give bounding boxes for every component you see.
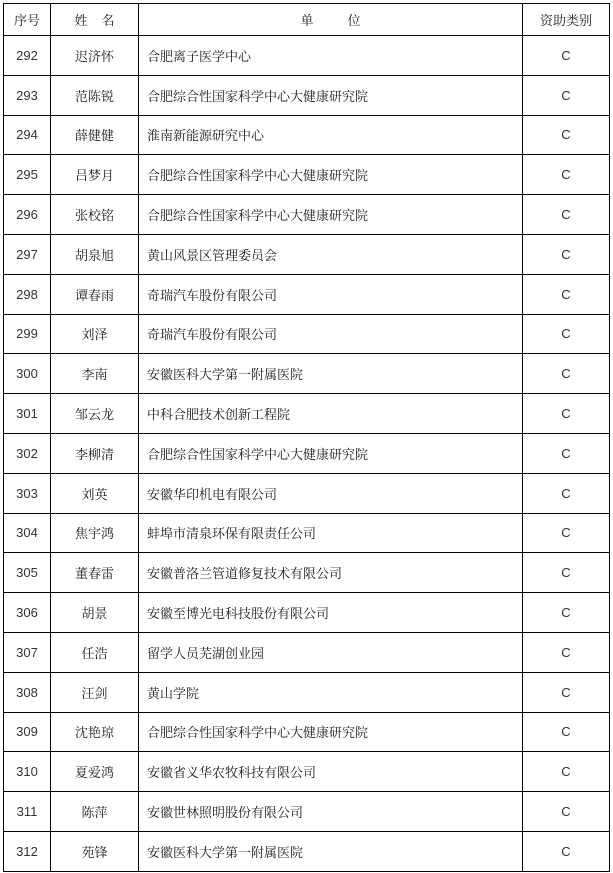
funding-category-cell: C bbox=[523, 115, 610, 155]
funding-category-cell: C bbox=[523, 354, 610, 394]
serial-number-cell: 293 bbox=[4, 75, 51, 115]
table-row bbox=[4, 752, 610, 792]
serial-number-cell: 311 bbox=[4, 792, 51, 832]
serial-number-cell: 307 bbox=[4, 632, 51, 672]
funding-category-cell: C bbox=[523, 36, 610, 76]
organization-cell: 合肥综合性国家科学中心大健康研究院 bbox=[139, 155, 523, 195]
organization-cell: 安徽世林照明股份有限公司 bbox=[139, 792, 523, 832]
funding-category-cell: C bbox=[523, 632, 610, 672]
name-cell: 陈萍 bbox=[51, 792, 139, 832]
name-cell: 邹云龙 bbox=[51, 394, 139, 434]
serial-number-cell: 306 bbox=[4, 593, 51, 633]
serial-number-cell: 299 bbox=[4, 314, 51, 354]
name-cell: 吕梦月 bbox=[51, 155, 139, 195]
name-cell: 汪剑 bbox=[51, 672, 139, 712]
funding-category-cell: C bbox=[523, 513, 610, 553]
name-cell: 苑锋 bbox=[51, 831, 139, 871]
table-row bbox=[4, 433, 610, 473]
funding-category-cell: C bbox=[523, 234, 610, 274]
serial-number-cell: 298 bbox=[4, 274, 51, 314]
serial-number-cell: 295 bbox=[4, 155, 51, 195]
table-body bbox=[4, 36, 610, 872]
organization-cell: 安徽至博光电科技股份有限公司 bbox=[139, 593, 523, 633]
funding-category-cell: C bbox=[523, 553, 610, 593]
serial-number-cell: 304 bbox=[4, 513, 51, 553]
name-cell: 范陈锐 bbox=[51, 75, 139, 115]
header-name-part1: 姓 bbox=[74, 14, 88, 29]
header-name bbox=[51, 4, 139, 36]
organization-cell: 安徽医科大学第一附属医院 bbox=[139, 831, 523, 871]
header-name-part2: 名 bbox=[101, 14, 115, 29]
header-org-part2: 位 bbox=[347, 14, 361, 29]
funding-category-cell: C bbox=[523, 274, 610, 314]
organization-cell: 合肥综合性国家科学中心大健康研究院 bbox=[139, 75, 523, 115]
table-row bbox=[4, 632, 610, 672]
serial-number-cell: 302 bbox=[4, 433, 51, 473]
organization-cell: 留学人员芜湖创业园 bbox=[139, 632, 523, 672]
table-row bbox=[4, 195, 610, 235]
serial-number-cell: 296 bbox=[4, 195, 51, 235]
organization-cell: 合肥综合性国家科学中心大健康研究院 bbox=[139, 433, 523, 473]
organization-cell: 黄山风景区管理委员会 bbox=[139, 234, 523, 274]
organization-cell: 黄山学院 bbox=[139, 672, 523, 712]
name-cell: 谭春雨 bbox=[51, 274, 139, 314]
organization-cell: 中科合肥技术创新工程院 bbox=[139, 394, 523, 434]
serial-number-cell: 300 bbox=[4, 354, 51, 394]
name-cell: 夏爱鸿 bbox=[51, 752, 139, 792]
name-cell: 薛健健 bbox=[51, 115, 139, 155]
table-row bbox=[4, 831, 610, 871]
serial-number-cell: 310 bbox=[4, 752, 51, 792]
funding-roster-table bbox=[3, 3, 610, 872]
name-cell: 李南 bbox=[51, 354, 139, 394]
funding-category-cell: C bbox=[523, 314, 610, 354]
organization-cell: 安徽华印机电有限公司 bbox=[139, 473, 523, 513]
header-org-part1: 单 bbox=[300, 14, 314, 29]
funding-category-cell: C bbox=[523, 712, 610, 752]
name-cell: 胡景 bbox=[51, 593, 139, 633]
table-row bbox=[4, 115, 610, 155]
table-row bbox=[4, 36, 610, 76]
name-cell: 胡泉旭 bbox=[51, 234, 139, 274]
funding-category-cell: C bbox=[523, 433, 610, 473]
table-row bbox=[4, 75, 610, 115]
name-cell: 焦宇鸿 bbox=[51, 513, 139, 553]
table-row bbox=[4, 513, 610, 553]
serial-number-cell: 303 bbox=[4, 473, 51, 513]
header-organization bbox=[139, 4, 523, 36]
serial-number-cell: 301 bbox=[4, 394, 51, 434]
name-cell: 刘泽 bbox=[51, 314, 139, 354]
funding-category-cell: C bbox=[523, 394, 610, 434]
serial-number-cell: 308 bbox=[4, 672, 51, 712]
serial-number-cell: 312 bbox=[4, 831, 51, 871]
organization-cell: 合肥离子医学中心 bbox=[139, 36, 523, 76]
table-row bbox=[4, 354, 610, 394]
table-row bbox=[4, 593, 610, 633]
table-row bbox=[4, 155, 610, 195]
table-row bbox=[4, 712, 610, 752]
table-row bbox=[4, 314, 610, 354]
serial-number-cell: 309 bbox=[4, 712, 51, 752]
organization-cell: 蚌埠市清泉环保有限责任公司 bbox=[139, 513, 523, 553]
name-cell: 刘英 bbox=[51, 473, 139, 513]
table-row bbox=[4, 792, 610, 832]
funding-category-cell: C bbox=[523, 155, 610, 195]
document-sheet bbox=[3, 3, 609, 872]
organization-cell: 安徽医科大学第一附属医院 bbox=[139, 354, 523, 394]
name-cell: 任浩 bbox=[51, 632, 139, 672]
organization-cell: 淮南新能源研究中心 bbox=[139, 115, 523, 155]
serial-number-cell: 297 bbox=[4, 234, 51, 274]
table-row bbox=[4, 234, 610, 274]
table-header bbox=[4, 4, 610, 36]
table-row bbox=[4, 672, 610, 712]
organization-cell: 奇瑞汽车股份有限公司 bbox=[139, 274, 523, 314]
serial-number-cell: 292 bbox=[4, 36, 51, 76]
funding-category-cell: C bbox=[523, 752, 610, 792]
funding-category-cell: C bbox=[523, 473, 610, 513]
table-row bbox=[4, 473, 610, 513]
funding-category-cell: C bbox=[523, 831, 610, 871]
header-row bbox=[4, 4, 610, 36]
organization-cell: 合肥综合性国家科学中心大健康研究院 bbox=[139, 195, 523, 235]
name-cell: 张校铭 bbox=[51, 195, 139, 235]
serial-number-cell: 294 bbox=[4, 115, 51, 155]
funding-category-cell: C bbox=[523, 195, 610, 235]
name-cell: 迟济怀 bbox=[51, 36, 139, 76]
serial-number-cell: 305 bbox=[4, 553, 51, 593]
funding-category-cell: C bbox=[523, 75, 610, 115]
header-serial-number: 序号 bbox=[4, 4, 51, 36]
name-cell: 董春雷 bbox=[51, 553, 139, 593]
name-cell: 沈艳琼 bbox=[51, 712, 139, 752]
funding-category-cell: C bbox=[523, 792, 610, 832]
table-row bbox=[4, 274, 610, 314]
organization-cell: 安徽普洛兰管道修复技术有限公司 bbox=[139, 553, 523, 593]
name-cell: 李柳清 bbox=[51, 433, 139, 473]
funding-category-cell: C bbox=[523, 672, 610, 712]
funding-category-cell: C bbox=[523, 593, 610, 633]
table-row bbox=[4, 394, 610, 434]
organization-cell: 安徽省义华农牧科技有限公司 bbox=[139, 752, 523, 792]
organization-cell: 合肥综合性国家科学中心大健康研究院 bbox=[139, 712, 523, 752]
table-row bbox=[4, 553, 610, 593]
organization-cell: 奇瑞汽车股份有限公司 bbox=[139, 314, 523, 354]
header-funding-category: 资助类别 bbox=[523, 4, 610, 36]
